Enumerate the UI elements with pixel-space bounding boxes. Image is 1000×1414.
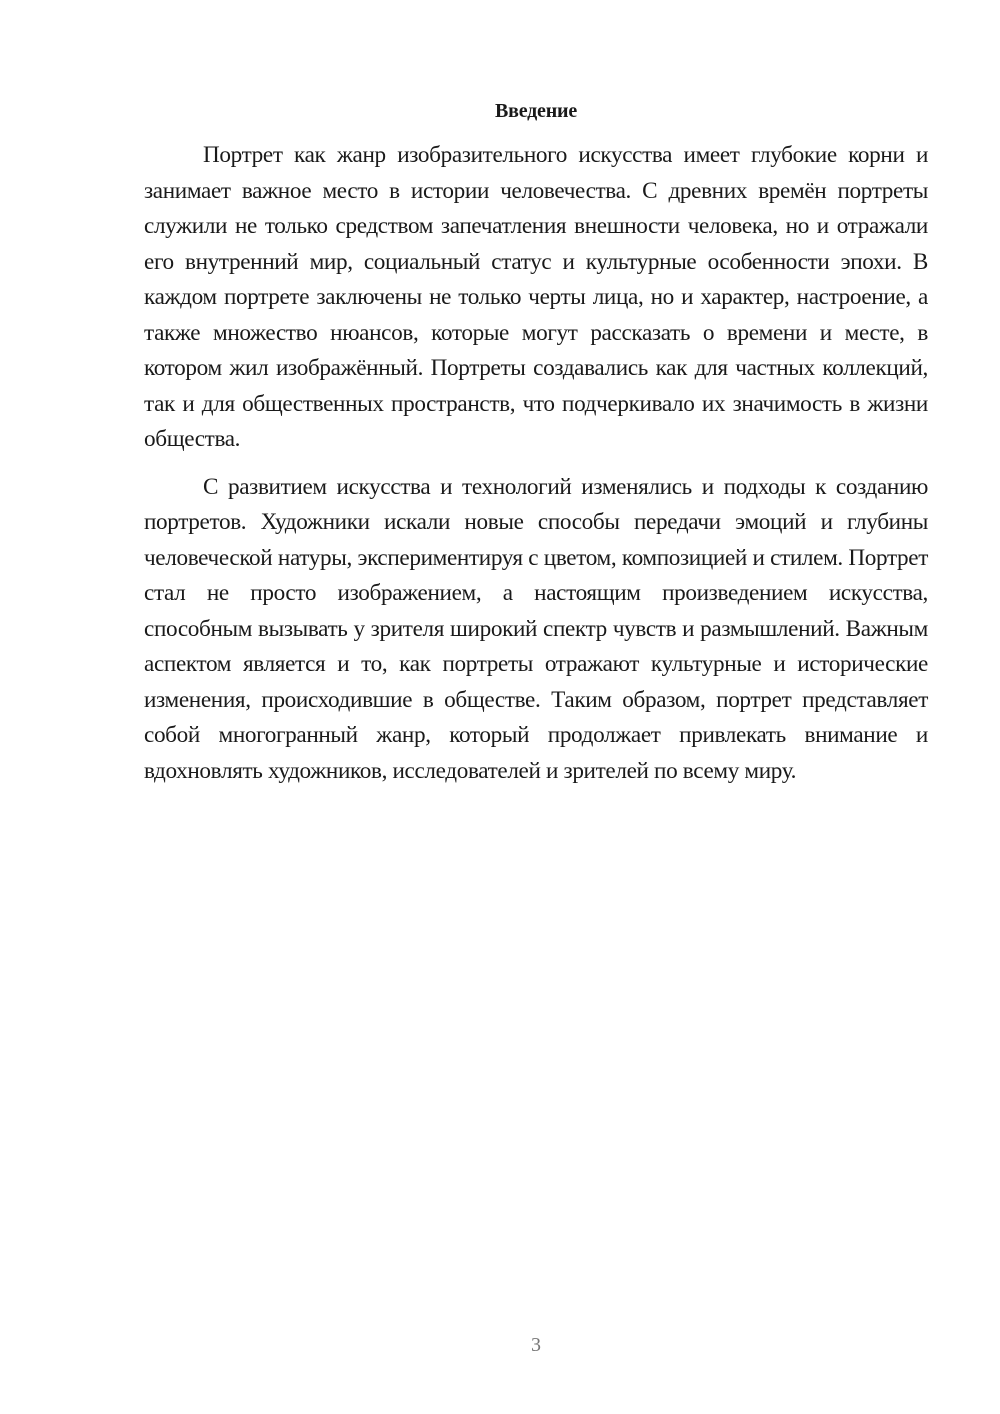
paragraph-2: С развитием искусства и технологий изменялись и подходы к созданию портретов. Художники искали новые способы передачи эмоций и глубины человеческой натуры, экспериментируя с цветом, композицией и стилем. Портрет стал не просто изображением, а настоящим произведением искусства, способным вызывать у зрителя широкий спектр чувств и размышлений. Важным аспектом является и то, как портреты отражают культурные и исторические изменения, происходившие в обществе. Таким образом, портрет представляет собой многогранный жанр, который продолжает привлекать внимание и вдохновлять художников, исследователей и зрителей по всему миру. (144, 473, 928, 784)
paragraph-1: Портрет как жанр изобразительного искусства имеет глубокие корни и занимает важное место в истории человечества. С древних времён портреты служили не только средством запечатления внешности человека, но и отражали его внутренний мир, социальный статус и культурные особенности эпохи. В каждом портрете заключены не только черты лица, но и характер, настроение, а также множество нюансов, которые могут рассказать о времени и месте, в котором жил изображённый. Портреты создавались как для частных коллекций, так и для общественных пространств, что подчеркивало их значимость в жизни общества. (144, 142, 928, 452)
page-number: 3 (531, 1334, 541, 1356)
section-heading: Введение (494, 100, 578, 122)
document-page (144, 96, 928, 789)
